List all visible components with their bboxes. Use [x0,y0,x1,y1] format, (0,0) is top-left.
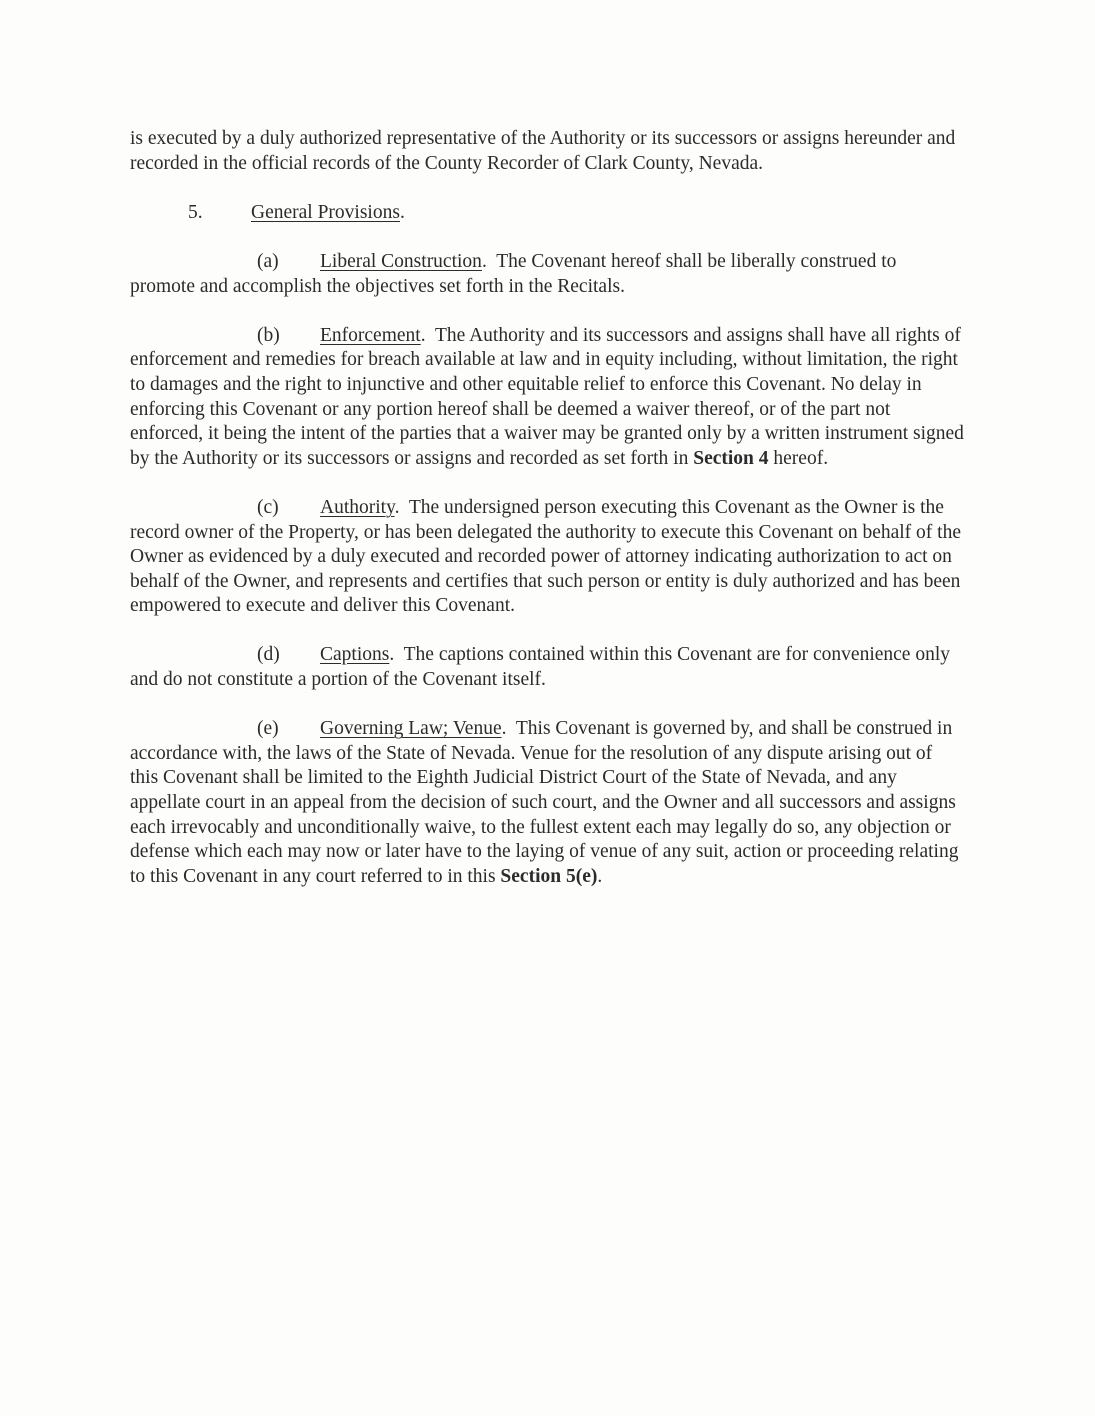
continuation-paragraph [130,127,965,176]
subsection-e-text-end: . [597,865,603,887]
subsection-d-label: (d) [257,644,280,666]
subsection-e-title: Governing Law; Venue [320,718,502,740]
section-5-heading [188,201,965,226]
subsection-e-title-punct: . [501,718,507,740]
subsection-e [130,717,965,889]
subsection-b-text-end: hereof. [773,447,829,469]
continuation-text: is executed by a duly authorized representative of the Authority or its successors or assigns hereunder and recorded in the official records of the County Recorder of Clark County, Nevada. [130,128,956,174]
section-title: General Provisions [251,201,400,223]
section-title-punct: . [399,201,405,223]
subsection-d-text: The captions contained within this Covenant are for convenience only and do not constitute a portion of the Covenant itself. [130,644,950,691]
section-number: 5. [188,201,203,223]
subsection-a-title-punct: . [481,250,487,272]
subsection-a [130,250,965,299]
subsection-b-section-ref: Section 4 [693,447,769,469]
subsection-c-title-punct: . [394,496,400,518]
subsection-b-title: Enforcement [320,324,421,346]
subsection-c-title: Authority [320,496,395,518]
subsection-b [130,324,965,472]
subsection-d-title-punct: . [389,644,395,666]
subsection-e-text: This Covenant is governed by, and shall be construed in accordance with, the laws of the State of Nevada. Venue for the resolution of any dispute arising out of this Covenant shall be limited to the Eighth Judicial District Court of the State of Nevada, and any appellate court in an appeal from the decision of such court, and the Owner and all successors and assigns each irrevocably and unconditionally waive, to the fullest extent each may legally do so, any objection or defense which each may now or later have to the laying of venue of any suit, action or proceeding relating to this Covenant in any court referred to in this [130,718,959,887]
subsection-c [130,496,965,619]
subsection-e-label: (e) [257,718,279,740]
subsection-c-text: The undersigned person executing this Covenant as the Owner is the record owner of the Property, or has been delegated the authority to execute this Covenant on behalf of the Owner as evidenced by a duly executed and recorded power of attorney indicating authorization to act on behalf of the Owner, and represents and certifies that such person or entity is duly authorized and has been empowered to execute and deliver this Covenant. [130,496,961,617]
subsection-a-title: Liberal Construction [320,250,482,272]
subsection-b-label: (b) [257,324,280,346]
subsection-b-title-punct: . [420,324,426,346]
document-body [130,127,965,914]
subsection-a-text: The Covenant hereof shall be liberally construed to promote and accomplish the objectives set forth in the Recitals. [130,250,897,297]
subsection-e-section-ref: Section 5(e) [500,865,598,887]
subsection-b-text: The Authority and its successors and assigns shall have all rights of enforcement and remedies for breach available at law and in equity including, without limitation, the right to damages and the right to injunctive and other equitable relief to enforce this Covenant. No delay in enforcing this Covenant or any portion hereof shall be deemed a waiver thereof, or of the part not enforced, it being the intent of the parties that a waiver may be granted only by a written instrument signed by the Authority or its successors or assigns and recorded as set forth in [130,324,964,469]
subsection-a-label: (a) [257,250,279,272]
subsection-d-title: Captions [320,644,390,666]
subsection-d [130,643,965,692]
subsection-c-label: (c) [257,496,279,518]
